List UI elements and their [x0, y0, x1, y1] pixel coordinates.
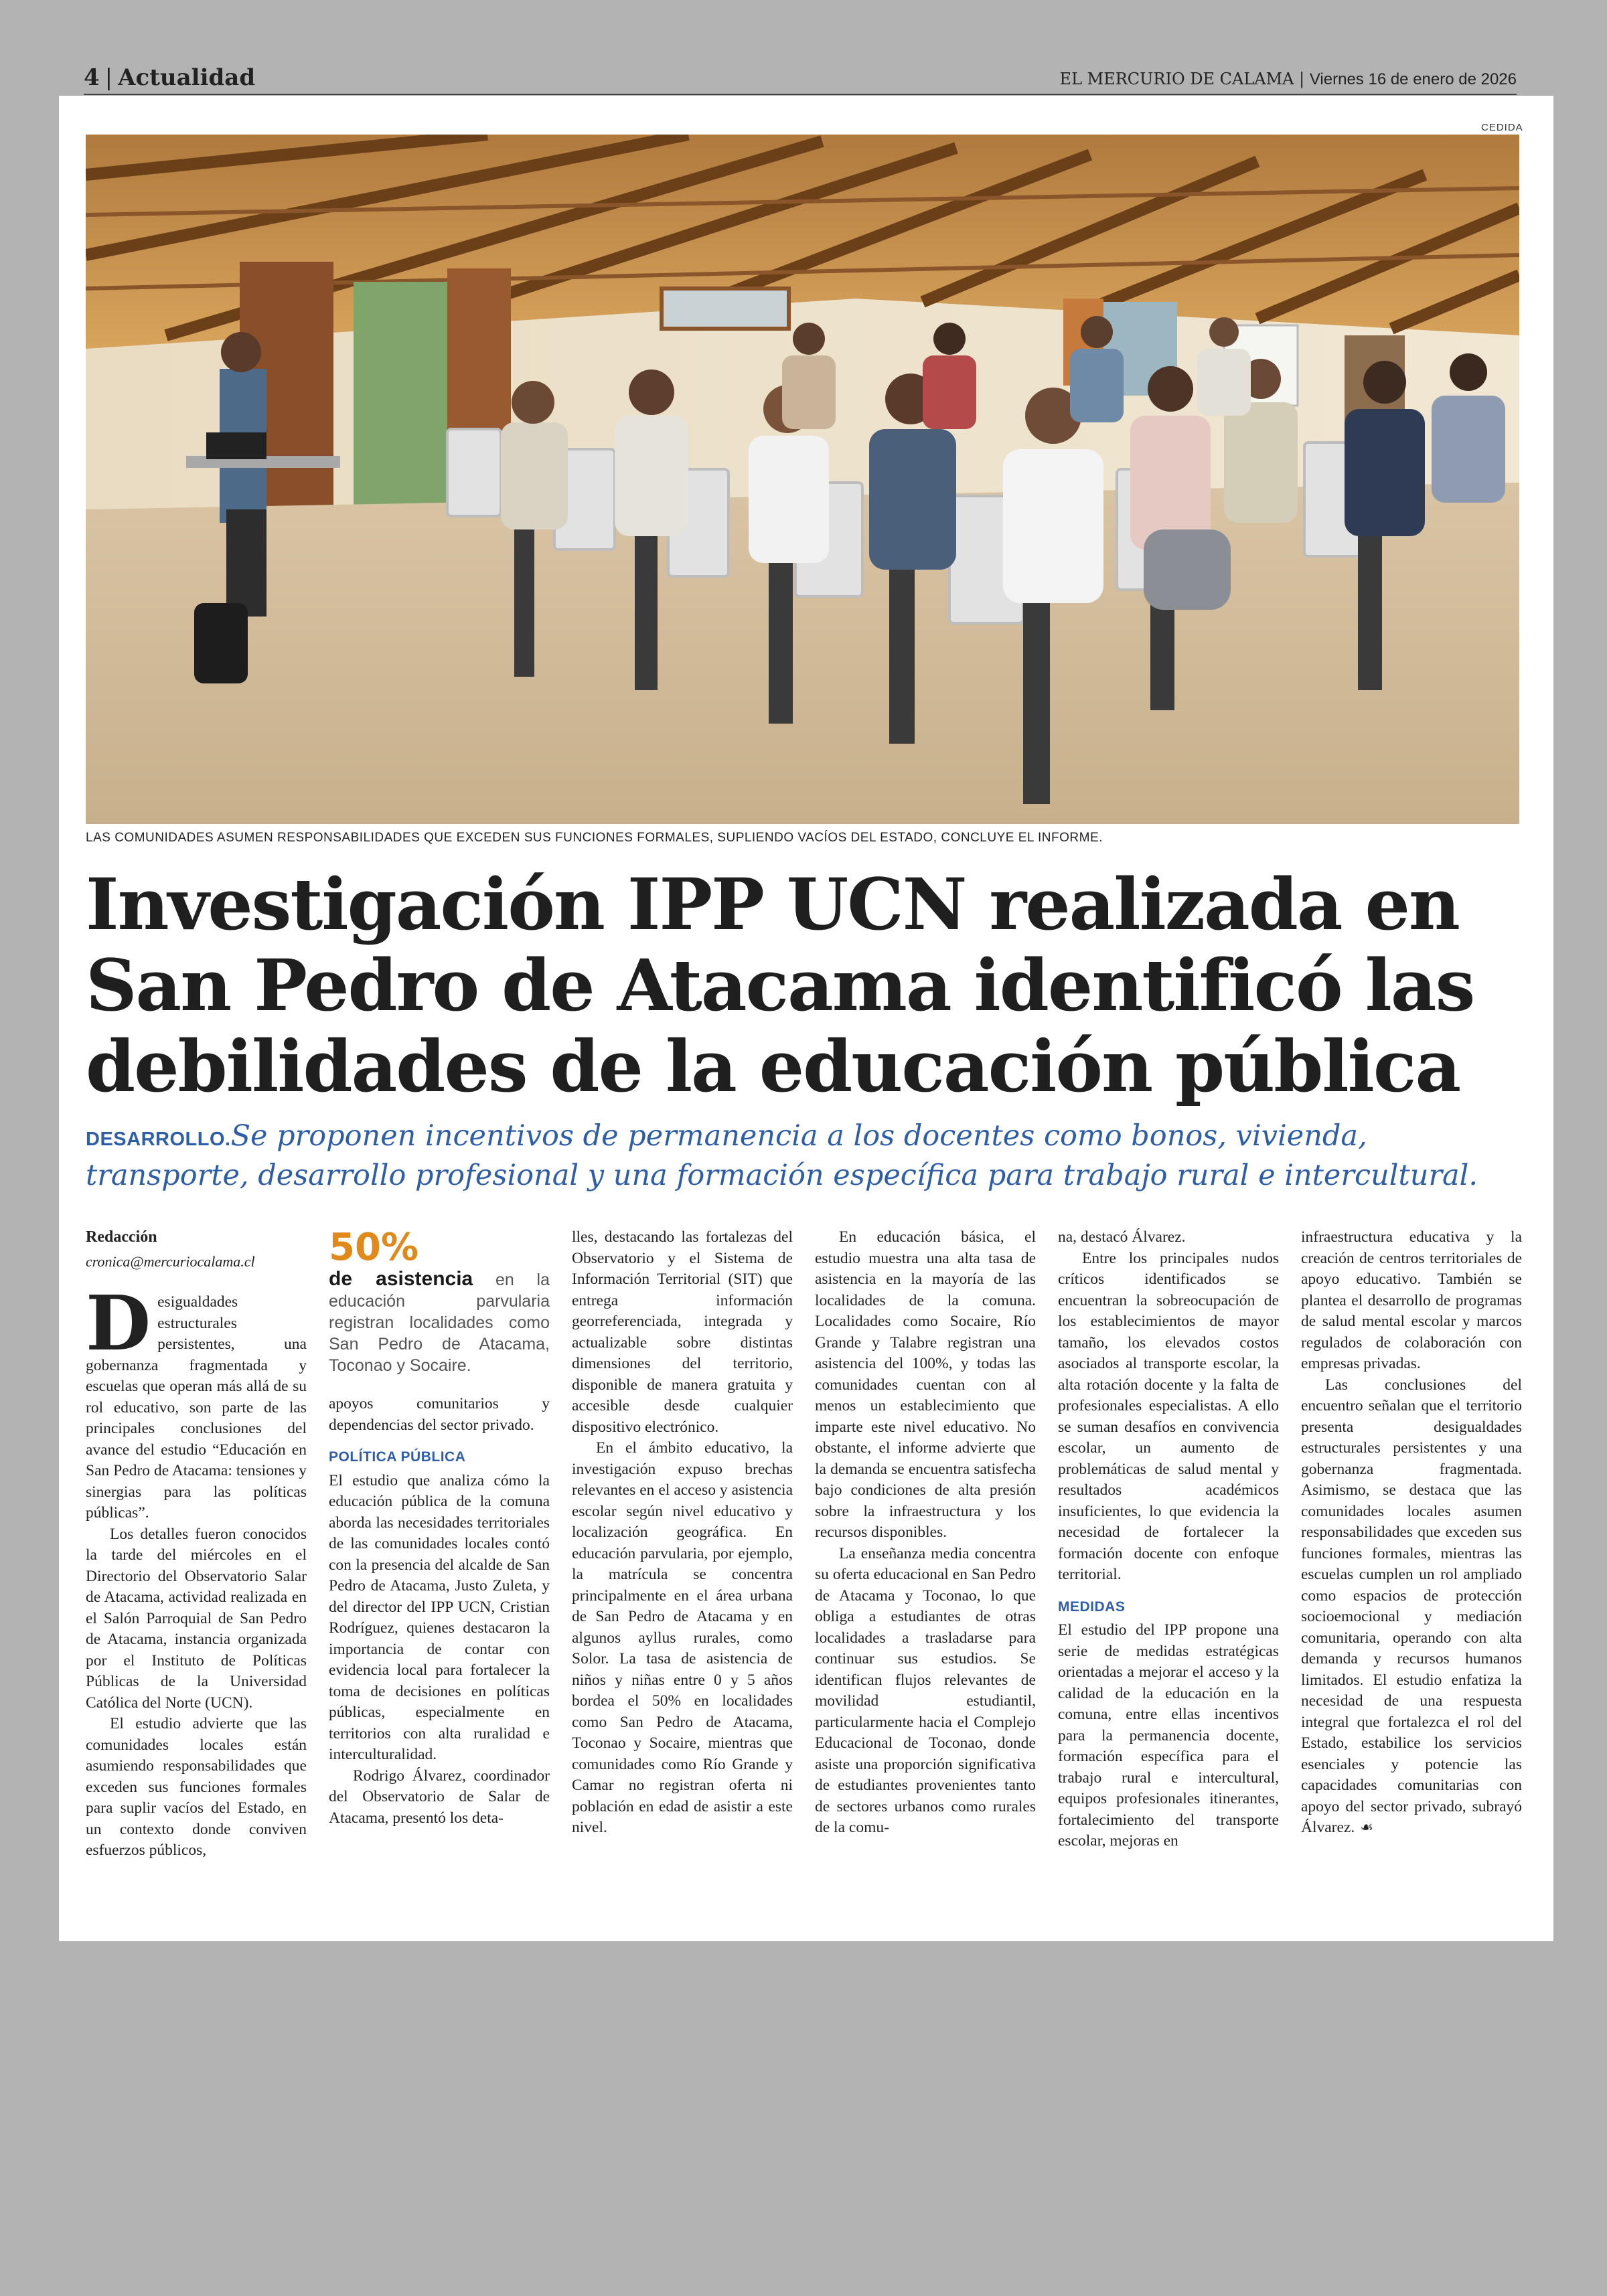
column-4 — [815, 1227, 1036, 1839]
publication-name: EL MERCURIO DE CALAMA — [1059, 70, 1294, 88]
paragraph: El estudio advierte que las comunidades locales están asumiendo responsabilidades que exceden sus funciones formales para suplir vacíos del Estado, en un contexto donde conviven esfuerzos públicos, — [86, 1715, 307, 1859]
paragraph: La enseñanza media concentra su oferta educacional en San Pedro de Atacama y Toconao, lo que obliga a estudiantes de otras localidades a trasladarse para continuar sus estudios. Se identifican flujos relevantes de movilidad estudiantil, particularmente hacia el Complejo Educacional de Toconao, donde asiste una proporción significativa de estudiantes provenientes tanto de sectores urbanos como rurales de la comu- — [815, 1544, 1036, 1836]
paragraph: En el ámbito educativo, la investigación expuso brechas relevantes en el acceso y asistencia escolar según nivel educativo y localización geográfica. En educación parvularia, por ejemplo, la matrícula se concentra principalmente en el área urbana de San Pedro de Atacama y en algunos ayllus rurales, como Solor. La tasa de asistencia de niños y niñas entre 0 y 5 años bordea el 50% en localidades como San Pedro de Atacama, Toconao y Socaire, mientras que comunidades como Río Grande y Camar no registran oferta ni población en edad de asistir a este nivel. — [572, 1439, 793, 1836]
photo-caption: LAS COMUNIDADES ASUMEN RESPONSABILIDADES QUE EXCEDEN SUS FUNCIONES FORMALES, SUPLIENDO VACÍOS DEL ESTADO, CONCLUYE EL INFORME. — [86, 831, 1103, 845]
deck — [86, 1118, 1525, 1194]
paragraph: El estudio que analiza cómo la educación pública de la comuna aborda las necesidades territoriales de las comunidades locales contó con la presencia del alcalde de San Pedro de Atacama, Justo Zuleta, y del director del IPP UCN, Cristian Rodríguez, quienes destacaron la importancia de contar con evidencia local para fortalecer la toma de decisiones en políticas públicas, especialmente en territorios con alta ruralidad e interculturalidad. — [329, 1471, 550, 1763]
deck-text: Se proponen incentivos de permanencia a los docentes como bonos, vivienda, transporte, desarrollo profesional y una formación específica para trabajo rural e intercultural. — [86, 1119, 1478, 1192]
paragraph: Desigualdades estructurales persistentes, una gobernanza fragmentada y escuelas que operan más allá de su rol educativo, son parte de las principales conclusiones del avance del estudio “Educación en San Pedro de Atacama: tensiones y sinergias para las políticas públicas”. — [86, 1280, 307, 1522]
byline: Redacción — [86, 1228, 157, 1246]
end-mark-icon: ☙ — [1360, 1819, 1373, 1836]
paragraph: Las conclusiones del encuentro señalan que el territorio presenta desigualdades estructurales persistentes y una gobernanza fragmentada. Asimismo, se destaca que las comunidades locales asumen responsabilidades que exceden sus funciones formales, mientras las escuelas cumplen un rol ampliado como espacios de protección socioemocional y mediación comunitaria, operando con alta demanda y recursos humanos limitados. El estudio enfatiza la necesidad de una respuesta integral que fortalezca el rol del Estado, estabilice los servicios esenciales y potencie las capacidades comunitarias con apoyo del sector privado, subrayó Álvarez. ☙ — [1301, 1376, 1522, 1836]
section-name: Actualidad — [118, 64, 256, 91]
paragraph: Rodrigo Álvarez, coordinador del Observatorio de Salar de Atacama, presentó los deta- — [329, 1767, 550, 1827]
author-email[interactable]: cronica@mercuriocalama.cl — [86, 1252, 255, 1270]
paragraph: En educación básica, el estudio muestra una alta tasa de asistencia en la mayoría de las localidades de la comuna. Localidades como Socaire, Río Grande y Talabre registran una asistencia del 100%, y todas las comunidades cuentan con al menos un establecimiento que imparte este nivel educativo. No obstante, el informe advierte que la demanda se encuentra satisfecha bajo condiciones de alta presión sobre la infraestructura y los recursos disponibles. — [815, 1228, 1036, 1541]
page-number: 4 — [84, 64, 100, 91]
subhead-politica-publica: POLÍTICA PÚBLICA — [329, 1449, 466, 1465]
stat-text: de asistencia en la educación parvularia registran localidades como San Pedro de Atacama, Toconao y Socaire. — [329, 1268, 550, 1375]
paragraph: El estudio del IPP propone una serie de medidas estratégicas orientadas a mejorar el acceso y la calidad de la educación en la comuna, entre ellas incentivos para la permanencia docente, formación específica para el trabajo rural e intercultural, equipos profesionales itinerantes, fortalecimiento del transporte escolar, mejoras en — [1058, 1621, 1279, 1850]
headline: Investigación IPP UCN realizada en San Pedro de Atacama identificó las debilidades de la educación pública — [86, 862, 1474, 1108]
page-header — [84, 64, 1517, 95]
column-3 — [572, 1227, 793, 1839]
column-6 — [1301, 1227, 1522, 1839]
paragraph: Entre los principales nudos críticos identificados se encuentran la sobreocupación de los establecimientos de mayor tamaño, los elevados costos asociados al transporte escolar, la alta rotación docente y la falta de profesionales especialistas. A ello se suman desafíos en convivencia escolar, un aumento de problemáticas de salud mental y resultados académicos insuficientes, lo que evidencia la necesidad de fortalecer la formación docente con enfoque territorial. — [1058, 1249, 1279, 1583]
stat-value: 50% — [329, 1226, 419, 1269]
photo-credit: CEDIDA — [1481, 122, 1523, 133]
dropcap: D — [86, 1280, 151, 1368]
header-rule — [84, 94, 1517, 95]
paragraph: apoyos comunitarios y dependencias del sector privado. — [329, 1395, 550, 1434]
column-5 — [1058, 1227, 1279, 1852]
masthead: EL MERCURIO DE CALAMA | Viernes 16 de enero de 2026 — [1059, 70, 1517, 88]
issue-date: Viernes 16 de enero de 2026 — [1309, 70, 1517, 88]
column-2 — [329, 1227, 550, 1829]
stat-box — [329, 1227, 550, 1376]
paragraph: infraestructura educativa y la creación de centros territoriales de apoyo educativo. También se plantea el desarrollo de programas de salud mental escolar y marcos regulados de colaboración con empresas privadas. — [1301, 1228, 1522, 1372]
paragraph: Los detalles fueron conocidos la tarde del miércoles en el Directorio del Observatorio Salar de Atacama, actividad realizada en el Salón Parroquial de San Pedro de Atacama, instancia organizada por el Instituto de Políticas Públicas de la Universidad Católica del Norte (UCN). — [86, 1525, 307, 1712]
column-1 — [86, 1227, 307, 1862]
subhead-medidas: MEDIDAS — [1058, 1598, 1126, 1615]
kicker: DESARROLLO. — [86, 1129, 231, 1150]
paragraph: lles, destacando las fortalezas del Observatorio y el Sistema de Información Territorial (SIT) que entrega información georreferenciada, integrada y actualizable sobre distintas dimensiones del territorio, disponible de manera gratuita y accesible desde cualquier dispositivo electrónico. — [572, 1228, 793, 1436]
article-photo — [86, 135, 1519, 824]
stat-label: de asistencia — [329, 1268, 473, 1290]
paragraph: na, destacó Álvarez. — [1058, 1228, 1186, 1246]
section-label: 4 | Actualidad — [84, 64, 256, 91]
